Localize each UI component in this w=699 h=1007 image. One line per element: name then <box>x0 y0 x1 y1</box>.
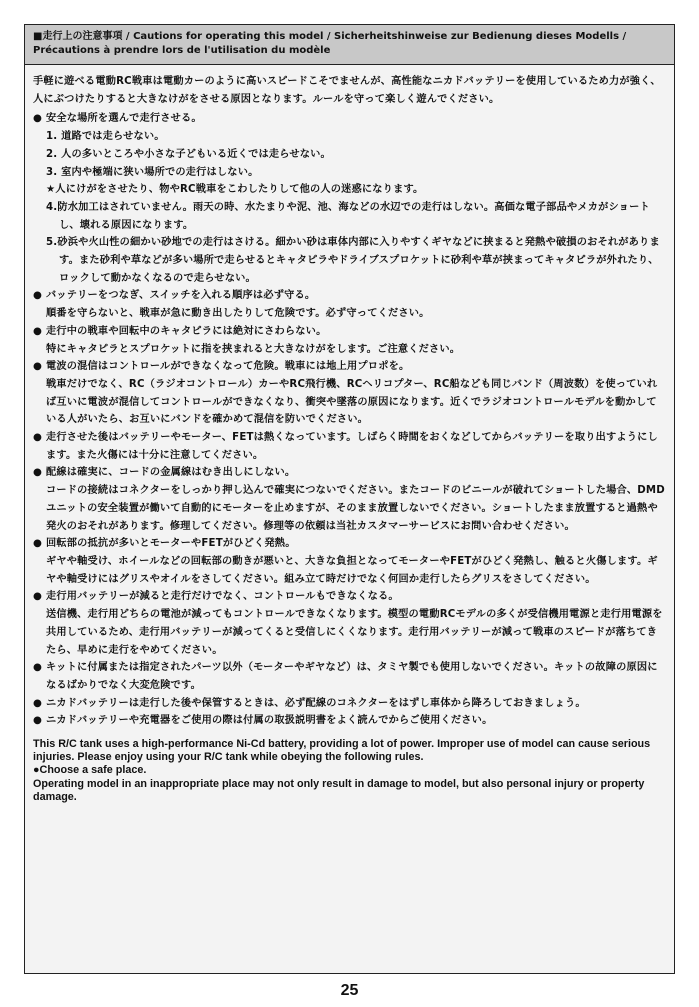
bullet-wiring: ● 配線は確実に、コードの金属線はむき出しにしない。 <box>33 464 666 482</box>
bullet-low-battery: ● 走行用バッテリーが減ると走行だけでなく、コントロールもできなくなる。 <box>33 588 666 606</box>
bullet-icon: ● <box>33 715 43 727</box>
bullet-icon: ● <box>33 290 43 302</box>
bullet-icon: ● <box>33 697 43 709</box>
bullet-icon: ● <box>33 325 43 337</box>
bullet-icon: ● <box>33 113 43 125</box>
bullet-icon: ● <box>33 432 43 444</box>
bullet-heat-after-run: ● 走行させた後はバッテリーやモーター、FETは熱くなっています。しばらく時間をおくなどしてからバッテリーを取り出すようにします。また火傷には十分に注意してください。 <box>33 429 666 464</box>
bullet-icon: ● <box>33 361 43 373</box>
bullet-icon: ● <box>33 662 43 674</box>
rule-4: 4.防水加工はされていません。雨天の時、水たまりや泥、池、海などの水辺での走行はしない。高価な電子部品やメカがショートし、壊れる原因になります。 <box>46 201 650 231</box>
rule-star-note: ★人にけがをさせたり、物やRC戦車をこわしたりして他の人の迷惑になります。 <box>46 184 424 196</box>
battery-order-body: 順番を守らないと、戦車が急に動き出したりして危険です。必ず守ってください。 <box>46 308 430 320</box>
rule-1: 1. 道路では走らせない。 <box>46 131 165 143</box>
english-body: Operating model in an inappropriate place may not only result in damage to model, but also personal injury or property damage. <box>33 777 645 803</box>
caution-header <box>25 25 674 65</box>
bullet-radio-interference: ● 電波の混信はコントロールができなくなって危険。戦車には地上用プロポを。 <box>33 358 666 376</box>
do-not-touch-body: 特にキャタピラとスプロケットに指を挟まれると大きなけがをします。ご注意ください。 <box>46 343 461 355</box>
low-battery-body: 送信機、走行用どちらの電池が減ってもコントロールできなくなります。模型の電動RCモデルの多くが受信機用電源と走行用電源を共用しているため、走行用バッテリーが減ってくると受信しにくくなります。走行用バッテリーが減って戦車のスピードが落ちてきたら、早めに走行をやめてください。 <box>46 609 663 656</box>
japanese-content <box>25 65 674 730</box>
bullet-icon: ● <box>33 538 43 550</box>
header-title-multilingual: / Cautions for operating this model / Sicherheitshinweise zur Bedienung dieses Modells / Précautions à prendre lors de l'utilisation du modèle <box>33 31 627 56</box>
english-intro: This R/C tank uses a high-performance Ni-Cd battery, providing a lot of power. Improper use of model can cause serious injuries. Please enjoy using your R/C tank while obeying the following rules. <box>33 738 651 764</box>
rule-2: 2. 人の多いところや小さな子どもいる近くでは走らせない。 <box>46 148 331 160</box>
bullet-specified-parts: ● キットに付属または指定されたパーツ以外（モーターやギヤなど）は、タミヤ製でも使用しないでください。キットの故障の原因になるばかりでなく大変危険です。 <box>33 659 666 694</box>
bullet-battery-storage: ● ニカドバッテリーは走行した後や保管するときは、必ず配線のコネクターをはずし車体から降ろしておきましょう。 <box>33 695 666 713</box>
rule-5: 5.砂浜や火山性の細かい砂地での走行はさける。細かい砂は車体内部に入りやすくギヤなどに挟まると発熱や破損のおそれがあります。また砂利や草などが多い場所で走らせるとキャタピラやドライブスプロケットに砂利や草が挟まってキャタピラが外れたり、ロックして動かなくなるので走らせない。 <box>46 237 660 284</box>
header-square-icon: ■ <box>33 31 43 42</box>
caution-box <box>24 24 675 974</box>
rotating-parts-body: ギヤや軸受け、ホイールなどの回転部の動きが悪いと、大きな負担となってモーターやFETがひどく発熱し、触ると火傷します。ギヤや軸受けにはグリスやオイルをさしてください。組み立て時だけでなく何回か走行したらグリスをさしてください。 <box>46 555 658 585</box>
bullet-charger-manual: ● ニカドバッテリーや充電器をご使用の際は付属の取扱説明書をよく読んでからご使用ください。 <box>33 712 666 730</box>
wiring-body: コードの接続はコネクターをしっかり押し込んで確実につないでください。またコードのビニールが破れてショートした場合、DMDユニットの安全装置が働いて自動的にモーターを止めますが、そのまま放置しないでください。ショートしたまま放置すると過熱や発火のおそれがあります。修理してください。修理等の依頼は当社カスタマーサービスにお問い合わせください。 <box>46 485 665 532</box>
bullet-battery-order: ● バッテリーをつなぎ、スイッチを入れる順序は必ず守る。 <box>33 287 666 305</box>
rule-3: 3. 室内や極端に狭い場所での走行はしない。 <box>46 166 259 178</box>
english-content <box>25 730 674 804</box>
intro-paragraph: 手軽に遊べる電動RC戦車は電動カーのように高いスピードこそでませんが、高性能なニカドバッテリーを使用しているため力が強く、人にぶつけたりすると大きなけがをさせる原因となります。ルールを守って楽しく遊んでください。 <box>33 76 661 105</box>
english-bullet-head: ●Choose a safe place. <box>33 764 147 777</box>
bullet-safe-place: ● 安全な場所を選んで走行させる。 <box>33 110 666 128</box>
page-number: 25 <box>340 982 359 999</box>
bullet-do-not-touch: ● 走行中の戦車や回転中のキャタピラには絶対にさわらない。 <box>33 323 666 341</box>
radio-interference-body: 戦車だけでなく、RC（ラジオコントロール）カーやRC飛行機、RCヘリコプター、RC船なども同じバンド（周波数）を使っていれば互いに電波が混信してコントロールができなくなり、衝突や墜落の原因になります。近くでラジオコントロールモデルを動かしている人がいたら、お互いにバンドを確かめて混信を防いでください。 <box>46 378 658 426</box>
bullet-rotating-parts: ● 回転部の抵抗が多いとモーターやFETがひどく発熱。 <box>33 535 666 553</box>
bullet-icon: ● <box>33 591 43 603</box>
header-title-jp: 走行上の注意事項 <box>42 31 123 42</box>
bullet-icon: ● <box>33 467 43 479</box>
